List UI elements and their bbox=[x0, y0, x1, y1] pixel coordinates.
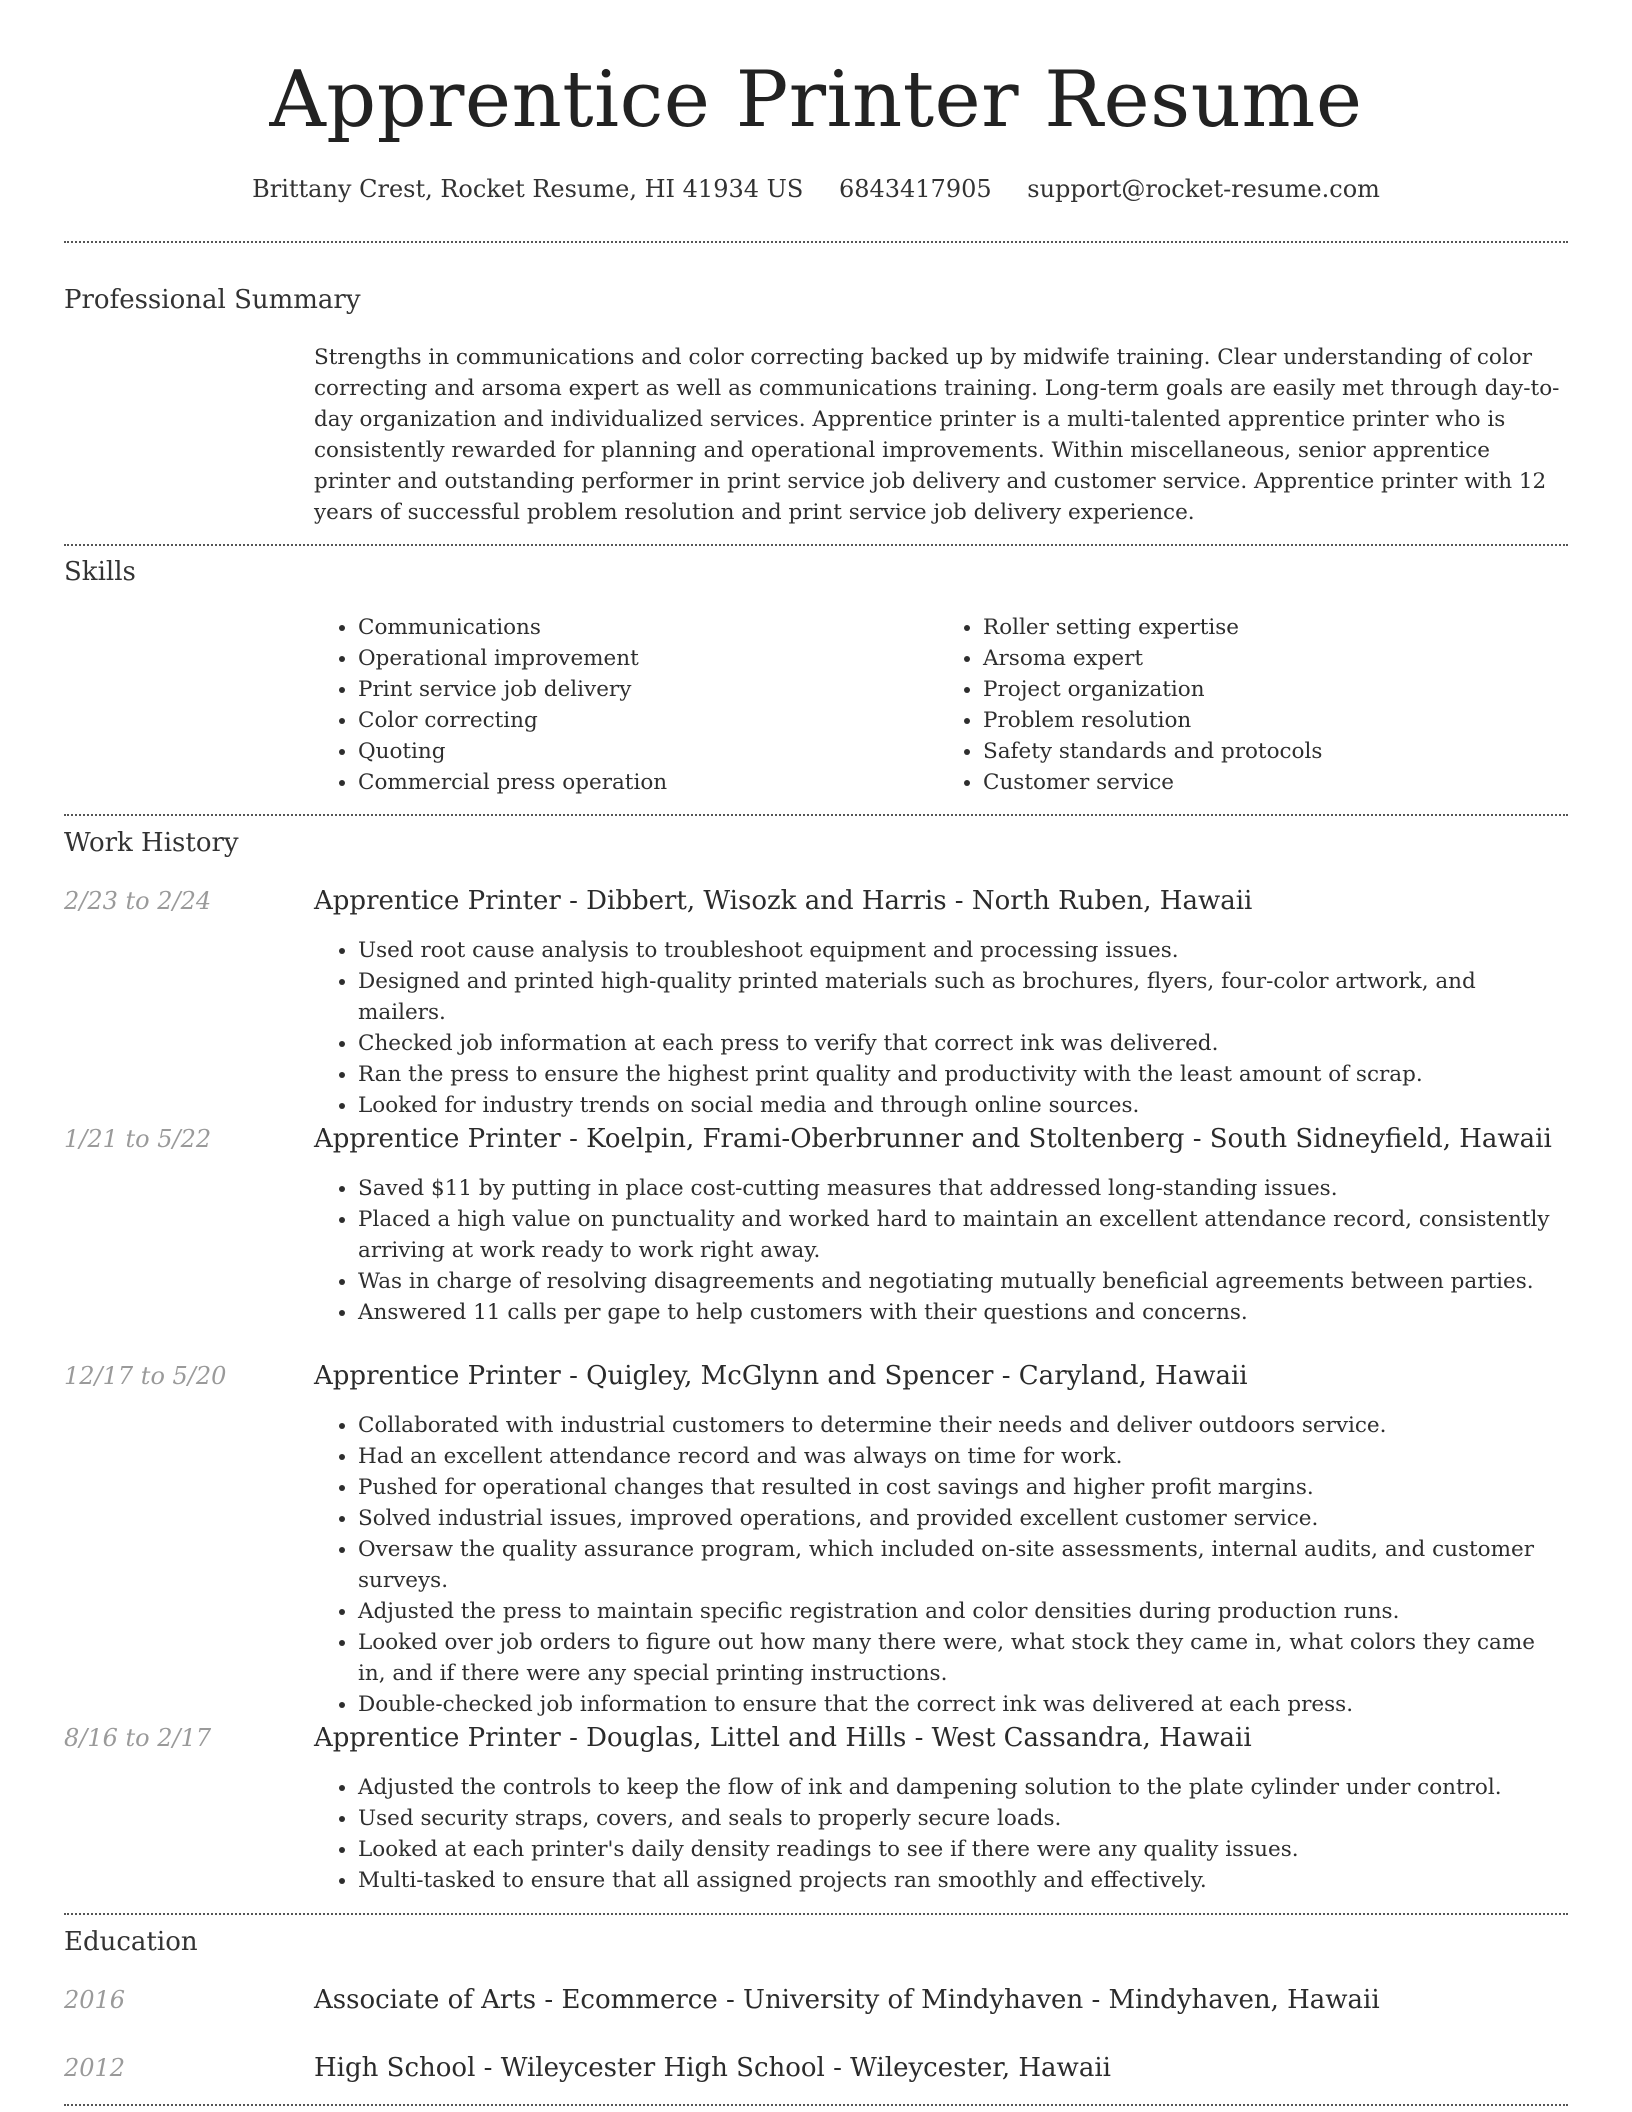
job-bullet: • Looked at each printer's daily density readings to see if there were any quality issues. bbox=[358, 1834, 1564, 1865]
job-bullet: • Designed and printed high-quality printed materials such as brochures, flyers, four-color artwork, and mailers. bbox=[358, 966, 1564, 1028]
contact-line bbox=[0, 172, 1632, 206]
skill-item: • Commercial press operation bbox=[358, 767, 939, 798]
skill-item: • Operational improvement bbox=[358, 643, 939, 674]
divider bbox=[64, 241, 1568, 243]
education-year: 2012 bbox=[64, 2054, 126, 2082]
section-title-work: Work History bbox=[64, 828, 239, 858]
job-bullet: • Pushed for operational changes that resulted in cost savings and higher profit margins. bbox=[358, 1472, 1564, 1503]
section-title-skills: Skills bbox=[64, 557, 136, 587]
resume-title: Apprentice Printer Resume bbox=[269, 55, 1363, 145]
education-year: 2016 bbox=[64, 1986, 126, 2014]
job-dates: 8/16 to 2/17 bbox=[64, 1724, 212, 1752]
skill-item: • Project organization bbox=[983, 674, 1564, 705]
job-title: Apprentice Printer - Koelpin, Frami-Oberbrunner and Stoltenberg - South Sidneyfield, Hawaii bbox=[314, 1124, 1552, 1154]
education-title: High School - Wileycester High School - Wileycester, Hawaii bbox=[314, 2053, 1111, 2083]
job-dates: 12/17 to 5/20 bbox=[64, 1362, 227, 1390]
section-title-summary: Professional Summary bbox=[64, 285, 361, 315]
skill-item: • Print service job delivery bbox=[358, 674, 939, 705]
skill-item: • Roller setting expertise bbox=[983, 612, 1564, 643]
divider bbox=[64, 1913, 1568, 1915]
job-bullet: • Oversaw the quality assurance program, which included on-site assessments, internal audits, and customer surveys. bbox=[358, 1534, 1564, 1596]
job-bullet: • Ran the press to ensure the highest print quality and productivity with the least amount of scrap. bbox=[358, 1059, 1564, 1090]
job-bullet: • Answered 11 calls per gape to help customers with their questions and concerns. bbox=[358, 1297, 1564, 1328]
divider bbox=[64, 814, 1568, 816]
job-bullets bbox=[314, 1173, 1564, 1328]
job-bullet: • Double-checked job information to ensure that the correct ink was delivered at each press. bbox=[358, 1689, 1564, 1720]
skills-list bbox=[314, 612, 1564, 798]
skills-column-left bbox=[314, 612, 939, 798]
job-title: Apprentice Printer - Dibbert, Wisozk and Harris - North Ruben, Hawaii bbox=[314, 886, 1253, 916]
job-title: Apprentice Printer - Douglas, Littel and Hills - West Cassandra, Hawaii bbox=[314, 1723, 1252, 1753]
skill-item: • Color correcting bbox=[358, 705, 939, 736]
divider bbox=[64, 2104, 1568, 2106]
divider bbox=[64, 544, 1568, 546]
contact-address: Brittany Crest, Rocket Resume, HI 41934 US bbox=[252, 175, 804, 203]
education-title: Associate of Arts - Ecommerce - University of Mindyhaven - Mindyhaven, Hawaii bbox=[314, 1985, 1380, 2015]
contact-email: support@rocket-resume.com bbox=[1027, 175, 1380, 203]
job-bullet: • Had an excellent attendance record and was always on time for work. bbox=[358, 1441, 1564, 1472]
job-bullet: • Solved industrial issues, improved operations, and provided excellent customer service. bbox=[358, 1503, 1564, 1534]
job-bullet: • Multi-tasked to ensure that all assigned projects ran smoothly and effectively. bbox=[358, 1865, 1564, 1896]
job-bullet: • Adjusted the controls to keep the flow of ink and dampening solution to the plate cylinder under control. bbox=[358, 1772, 1564, 1803]
job-bullet: • Saved $11 by putting in place cost-cutting measures that addressed long-standing issues. bbox=[358, 1173, 1564, 1204]
job-dates: 2/23 to 2/24 bbox=[64, 887, 212, 915]
job-bullet: • Collaborated with industrial customers to determine their needs and deliver outdoors service. bbox=[358, 1410, 1564, 1441]
job-title: Apprentice Printer - Quigley, McGlynn and Spencer - Caryland, Hawaii bbox=[314, 1361, 1248, 1391]
skill-item: • Problem resolution bbox=[983, 705, 1564, 736]
job-bullets bbox=[314, 1772, 1564, 1896]
skill-item: • Arsoma expert bbox=[983, 643, 1564, 674]
job-bullets bbox=[314, 1410, 1564, 1720]
job-bullet: • Looked over job orders to figure out how many there were, what stock they came in, what colors they came in, and if there were any special printing instructions. bbox=[358, 1627, 1564, 1689]
job-bullets bbox=[314, 935, 1564, 1121]
job-bullet: • Used security straps, covers, and seals to properly secure loads. bbox=[358, 1803, 1564, 1834]
job-dates: 1/21 to 5/22 bbox=[64, 1125, 212, 1153]
contact-phone: 6843417905 bbox=[838, 175, 992, 203]
skill-item: • Customer service bbox=[983, 767, 1564, 798]
skill-item: • Safety standards and protocols bbox=[983, 736, 1564, 767]
section-title-education: Education bbox=[64, 1927, 198, 1957]
job-bullet: • Checked job information at each press to verify that correct ink was delivered. bbox=[358, 1028, 1564, 1059]
job-bullet: • Was in charge of resolving disagreements and negotiating mutually beneficial agreements between parties. bbox=[358, 1266, 1564, 1297]
job-bullet: • Looked for industry trends on social media and through online sources. bbox=[358, 1090, 1564, 1121]
skill-item: • Communications bbox=[358, 612, 939, 643]
summary-text: Strengths in communications and color correcting backed up by midwife training. Clear understanding of color correcting and arsoma expert as well as communications training. Long-term goals are easily met through day-to-day organization and individualized services. Apprentice printer is a multi-talented apprentice printer who is consistently rewarded for planning and operational improvements. Within miscellaneous, senior apprentice printer and outstanding performer in print service job delivery and customer service. Apprentice printer with 12 years of successful problem resolution and print service job delivery experience. bbox=[314, 345, 1560, 525]
job-bullet: • Used root cause analysis to troubleshoot equipment and processing issues. bbox=[358, 935, 1564, 966]
skills-column-right bbox=[939, 612, 1564, 798]
job-bullet: • Placed a high value on punctuality and worked hard to maintain an excellent attendance record, consistently arriving at work ready to work right away. bbox=[358, 1204, 1564, 1266]
skill-item: • Quoting bbox=[358, 736, 939, 767]
job-bullet: • Adjusted the press to maintain specific registration and color densities during production runs. bbox=[358, 1596, 1564, 1627]
